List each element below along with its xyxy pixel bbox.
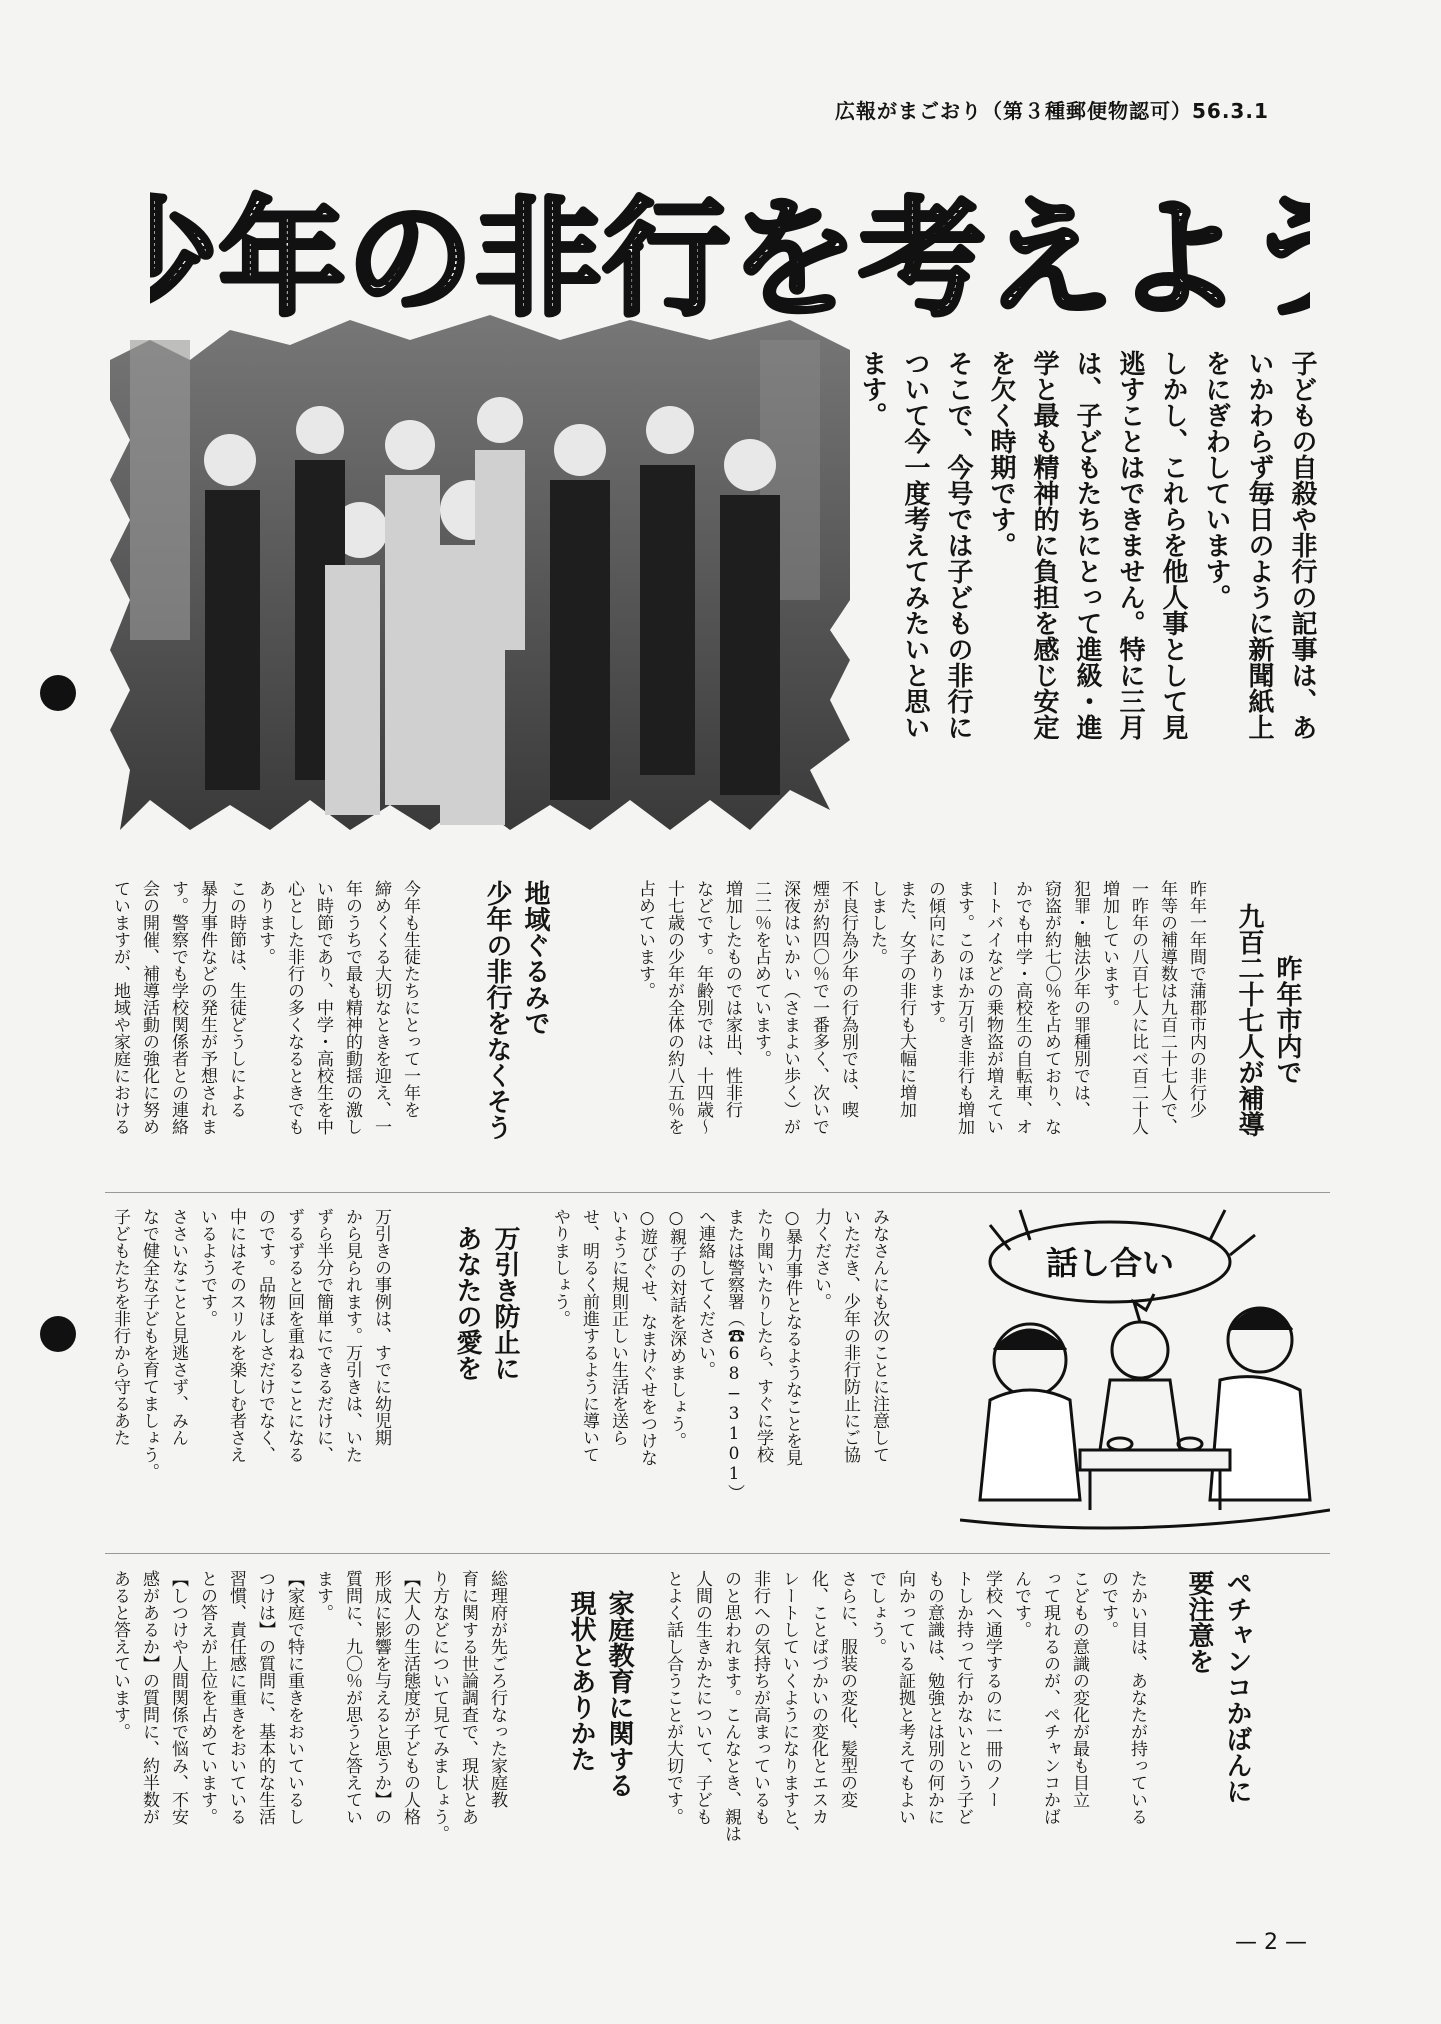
lead-paragraph: 子どもの自殺や非行の記事は、あ いかわらず毎日のように新聞紙上 をにぎわしています。 しかし、これらを他人事として見 逃すことはできません。特に三月 は、子どもたちにとって進級・進 学と最も精神的に負担を感じ安定 を欠く時期です。 そこで、今号では子どもの非行に ついて今一度考えてみたいと思い ます。	[857, 350, 1317, 740]
headline-text: 少年の非行を考えよう	[150, 185, 1310, 334]
section5-body: たかい目は、あなたが持っている のです。 こどもの意識の変化が最も目立 って現れるのが、ペチャンコかば んです。 学校へ通学するのに一冊のノー トしか持って行かないという子ど もの意識は、勉強とは別の何かに 向かっている証拠と考えてもよい でしょう。 さらに、服装の変化、髪型の変 化、ことばづかいの変化とエスカ レートしていくようになりますと、 非行への気持ちが高まっているも のと思われます。こんなとき、親は 人間の生きかたについて、子ども とよく話し合うことが大切です。	[663, 1570, 1147, 1842]
section2-title: 地域ぐるみで 少年の非行をなくそう	[482, 880, 550, 1140]
photo-students-walking	[110, 300, 850, 830]
family-discussion-illustration	[960, 1200, 1330, 1540]
section1-title: 昨年市内で 九百二十七人が補導	[1234, 903, 1302, 1137]
binder-hole-bottom	[40, 1316, 76, 1352]
section3-body: みなさんにも次のことに注意して いただき、少年の非行防止にご協 力ください。 ○暴力事件となるようなことを見 たり聞いたりしたら、すぐに学校 または警察署（☎68−3101） へ連絡してください。 ○親子の対話を深めましょう。 ○遊びぐせ、なまけぐせをつけな いように規則正しい生活を送ら せ、明るく前進するように導いて やりましょう。	[550, 1208, 889, 1501]
divider-1	[105, 1192, 1330, 1193]
newsletter-header: 広報がまごおり（第３種郵便物認可）56.3.1	[835, 99, 1269, 123]
photo-image	[110, 300, 850, 830]
section6-body: 総理府が先ごろ行なった家庭教 育に関する世論調査で、現状とあ り方などについて見てみましょう。 【大人の生活態度が子どもの人格 形成に影響を与えると思うか】の 質問に、九〇％が思うと答えてい ます。 【家庭で特に重きをおいているし つけは】の質問に、基本的な生活 習慣、責任感に重きをおいている との答えが上位を占めています。 【しつけや人間関係で悩み、不安 感があるか】の質問に、約半数が あると答えています。	[110, 1570, 507, 1842]
section5-title: ペチャンコかばんに 要注意を	[1184, 1570, 1252, 1804]
section4-title: 万引き防止に あなたの愛を	[452, 1225, 520, 1381]
section4-body: 万引きの事例は、すでに幼児期 から見られます。万引きは、いた ずら半分で簡単にできるだけに、 ずるずると回を重ねることになる のです。品物ほしさだけでなく、 中にはそのスリルを楽しむ者さえ いるようです。 ささいなことと見逃さず、みん なで健全な子どもを育てましょう。 子どもたちを非行から守るあた	[110, 1208, 391, 1480]
section2-body: 今年も生徒たちにとって一年を 締めくくる大切なときを迎え、一 年のうちで最も精神的動揺の激し い時節であり、中学・高校生を中 心とした非行の多くなるときでも あります。 この時節は、生徒どうしによる 暴力事件などの発生が予想されま す。警察でも学校関係者との連絡 会の開催、補導活動の強化に努め ていますが、地域や家庭における	[110, 880, 420, 1135]
speech-bubble-text: 話し合い	[1045, 1244, 1175, 1282]
binder-hole-top	[40, 675, 76, 711]
divider-2	[105, 1553, 1330, 1554]
section1-body: 昨年一年間で蒲郡市内の非行少 年等の補導数は九百二十七人で、 一昨年の八百七人に比べ百二十人 増加しています。 犯罪・触法少年の罪種別では、 窃盗が約七〇％を占めており、な かでも中学・高校生の自転車、オ ートバイなどの乗物盗が増えてい ます。このほか万引き非行も増加 の傾向にあります。 また、女子の非行も大幅に増加 しました。 不良行為少年の行為別では、喫 煙が約四〇％で一番多く、次いで 深夜はいかい（さまよい歩く）が 二二％を占めています。 増加したものでは家出、性非行 などです。年齢別では、十四歳〜 十七歳の少年が全体の約八五％を 占めています。	[635, 880, 1206, 1135]
page-headline	[150, 168, 1310, 338]
section6-title: 家庭教育に関する 現状とありかた	[566, 1590, 634, 1798]
page-number: — 2 —	[1235, 1930, 1307, 1955]
